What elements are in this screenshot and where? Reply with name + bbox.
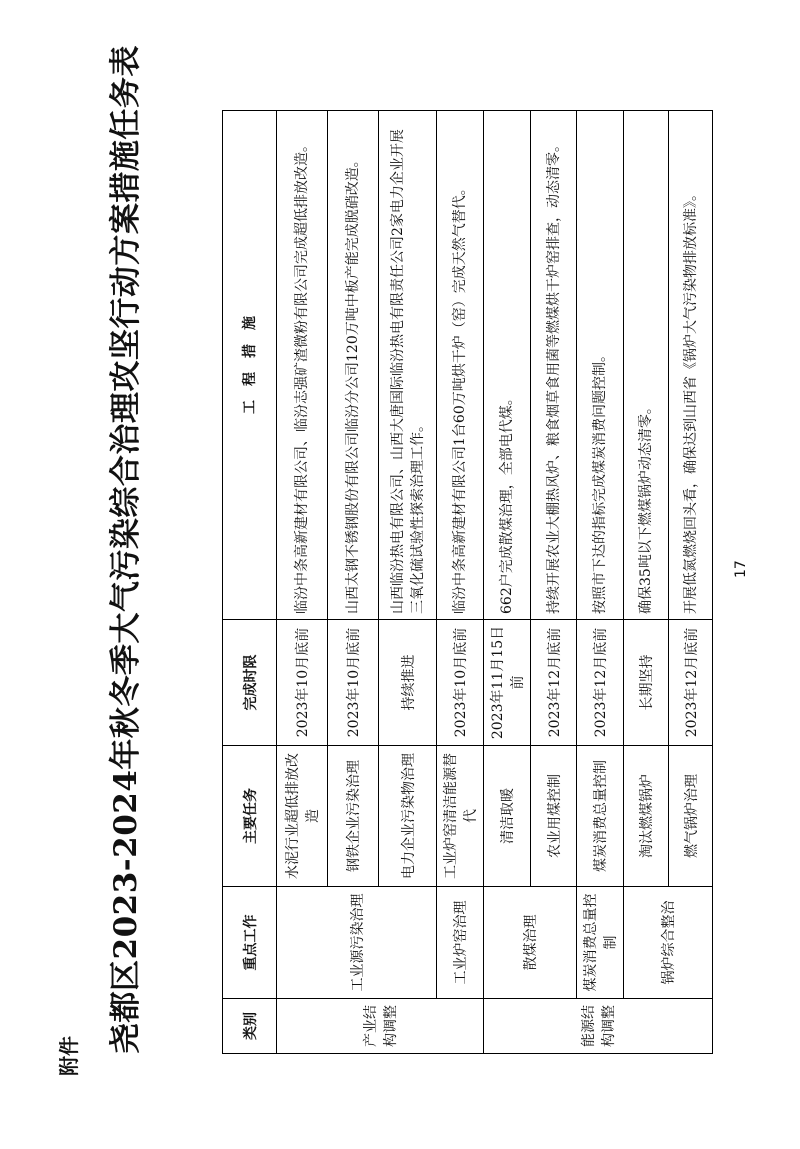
- task-cell: 农业用煤控制: [531, 746, 577, 887]
- measure-cell: 开展低氮燃烧回头看，确保达到山西省《锅炉大气污染物排放标准》。: [669, 111, 713, 620]
- header-deadline: 完成时限: [223, 620, 277, 746]
- deadline-cell: 2023年12月底前: [669, 620, 713, 746]
- measures-table: [222, 110, 713, 1054]
- header-key-work: 重点工作: [223, 887, 277, 999]
- task-cell: 电力企业污染物治理: [379, 746, 437, 887]
- header-measures: 工 程 措 施: [223, 111, 277, 620]
- key-work-cell: 锅炉综合整治: [624, 887, 713, 999]
- header-category: 类别: [223, 999, 277, 1054]
- measure-cell: 山西太钢不锈钢股份有限公司临汾分公司120万吨中板产能完成脱硝改造。: [328, 111, 379, 620]
- measure-cell: 按照市下达的指标完成煤炭消费问题控制。: [577, 111, 624, 620]
- deadline-cell: 2023年10月底前: [277, 620, 328, 746]
- deadline-cell: 2023年11月15日前: [484, 620, 531, 746]
- key-work-cell: 散煤治理: [484, 887, 577, 999]
- deadline-cell: 长期坚持: [624, 620, 669, 746]
- table-row: [277, 111, 328, 1054]
- task-cell: 工业炉窑清洁能源替代: [437, 746, 484, 887]
- measure-cell: 山西临汾热电有限公司、山西大唐国际临汾热电有限责任公司2家电力企业开展三氧化硫试验性探索治理工作。: [379, 111, 437, 620]
- table-row: [577, 111, 624, 1054]
- page-number: 17: [733, 560, 749, 578]
- header-main-task: 主要任务: [223, 746, 277, 887]
- table-row: [437, 111, 484, 1054]
- deadline-cell: 2023年10月底前: [328, 620, 379, 746]
- key-work-cell: 煤炭消费总量控制: [577, 887, 624, 999]
- task-cell: 燃气锅炉治理: [669, 746, 713, 887]
- attachment-label: 附件: [57, 1036, 81, 1076]
- category-cell: 产业结构调整: [277, 999, 484, 1054]
- deadline-cell: 2023年10月底前: [437, 620, 484, 746]
- measure-cell: 临汾中条高新建材有限公司、临汾志强矿渣微粉有限公司完成超低排放改造。: [277, 111, 328, 620]
- measure-cell: 持续开展农业大棚热风炉、粮食烟草食用菌等燃煤烘干炉窑排查，动态清零。: [531, 111, 577, 620]
- category-cell: 能源结构调整: [484, 999, 713, 1054]
- table-header-row: [223, 111, 277, 1054]
- table-row: [484, 111, 531, 1054]
- task-cell: 清洁取暖: [484, 746, 531, 887]
- key-work-cell: 工业源污染治理: [277, 887, 437, 999]
- key-work-cell: 工业炉窑治理: [437, 887, 484, 999]
- task-cell: 水泥行业超低排放改造: [277, 746, 328, 887]
- deadline-cell: 2023年12月底前: [577, 620, 624, 746]
- document-title: 尧都区2023-2024年秋冬季大气污染综合治理攻坚行动方案措施任务表: [108, 45, 144, 1054]
- measure-cell: 662户完成散煤治理，全部电代煤。: [484, 111, 531, 620]
- deadline-cell: 2023年12月底前: [531, 620, 577, 746]
- table-row: [624, 111, 669, 1054]
- task-cell: 煤炭消费总量控制: [577, 746, 624, 887]
- task-cell: 钢铁企业污染治理: [328, 746, 379, 887]
- measure-cell: 确保35吨以下燃煤锅炉动态清零。: [624, 111, 669, 620]
- task-cell: 淘汰燃煤锅炉: [624, 746, 669, 887]
- deadline-cell: 持续推进: [379, 620, 437, 746]
- measure-cell: 临汾中条高新建材有限公司1台60万吨烘干炉（窑）完成天然气替代。: [437, 111, 484, 620]
